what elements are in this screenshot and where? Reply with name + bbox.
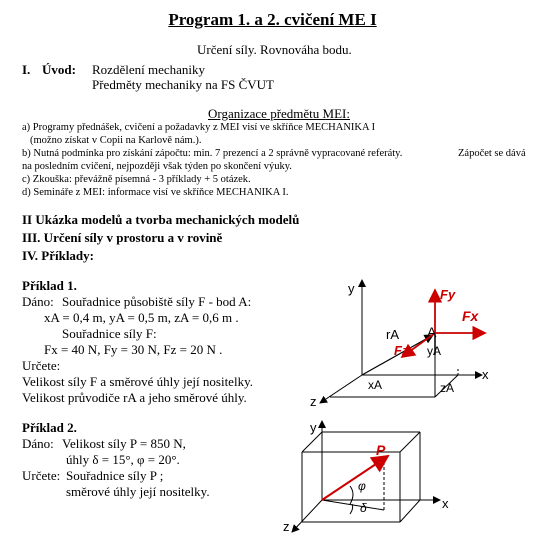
example2-angles: úhly δ = 15°, φ = 20°. [66, 452, 180, 467]
example1-heading: Příklad 1. [22, 278, 77, 293]
example2-given-label: Dáno: [22, 436, 54, 451]
org-item: Zápočet se dává [458, 148, 526, 159]
phi-label: φ [358, 479, 366, 493]
xA-label: xA [368, 378, 383, 392]
z-axis [292, 500, 322, 532]
example1-task-2: Velikost průvodiče rA a jeho směrové úhly. [22, 390, 247, 405]
section-heading: II Ukázka modelů a tvorba mechanických modelů [22, 212, 300, 227]
axis-x-label: x [482, 367, 489, 382]
force-P-label: P [376, 442, 386, 458]
example1-coords: xA = 0,4 m, yA = 0,5 m, zA = 0,6 m . [44, 310, 239, 325]
axis-y-label: y [310, 420, 317, 435]
section-heading: III. Určení síly v prostoru a v rovině [22, 230, 223, 245]
axis-z-label: z [310, 394, 317, 409]
org-item: a) Programy přednášek, cvičení a požadavky z MEI visí ve skříňce MECHANIKA I [22, 122, 376, 133]
section-heading: IV. Příklady: [22, 248, 94, 263]
example2-task-label: Určete: [22, 468, 61, 483]
point-A-label: A [427, 324, 437, 340]
axis-z-label: z [283, 519, 290, 534]
example1-force-values: Fx = 40 N, Fy = 30 N, Fz = 20 N . [44, 342, 223, 357]
force-P-vector [322, 456, 388, 500]
example2-task-1: Souřadnice síly P ; [66, 468, 164, 483]
organization-heading: Organizace předmětu MEI: [208, 106, 350, 121]
example1-task-1: Velikost síly F a směrové úhly její nositelky. [22, 374, 253, 389]
delta-label: δ [360, 501, 367, 515]
subtitle: Určení síly. Rovnováha bodu. [197, 42, 352, 57]
example1-given-text: Souřadnice působiště síly F - bod A: [62, 294, 252, 309]
Fy-label: Fy [440, 287, 456, 302]
example2-task-2: směrové úhly její nositelky. [66, 484, 210, 499]
rA-label: rA [386, 327, 399, 342]
zA-label: zA [440, 381, 455, 395]
example2-heading: Příklad 2. [22, 420, 77, 435]
axis-y-label: y [348, 281, 355, 296]
org-item: na posledním cvičení, nejpozději však týden po skončení výuky. [22, 161, 292, 172]
page-title: Program 1. a 2. cvičení ME I [168, 10, 377, 29]
yA-label: yA [427, 344, 442, 358]
z-axis [320, 375, 362, 403]
org-item: (možno získat v Copii na Karlově nám.). [30, 135, 202, 146]
Fx-label: Fx [462, 308, 479, 324]
example1-task-label: Určete: [22, 358, 61, 373]
example1-given-label: Dáno: [22, 294, 54, 309]
example2-given-text: Velikost síly P = 850 N, [62, 436, 186, 451]
axis-x-label: x [442, 496, 449, 511]
figure-2-diagram [280, 418, 480, 540]
intro-number: I. [22, 62, 31, 77]
figure-1-diagram [290, 275, 500, 410]
org-item: d) Semináře z MEI: informace visí ve skříňce MECHANIKA I. [22, 187, 289, 198]
org-item: c) Zkouška: převážně písemná - 3 příklady + 5 otázek. [22, 174, 251, 185]
intro-line-2: Předměty mechaniky na FS ČVUT [92, 77, 274, 92]
intro-label: Úvod: [42, 62, 76, 77]
intro-line-1: Rozdělení mechaniky [92, 62, 205, 77]
Fz-label: Fz [394, 343, 409, 358]
org-item: b) Nutná podmínka pro získání zápočtu: min. 7 prezencí a 2 správně vypracované referáty. [22, 148, 403, 159]
example1-force-label: Souřadnice síly F: [62, 326, 157, 341]
